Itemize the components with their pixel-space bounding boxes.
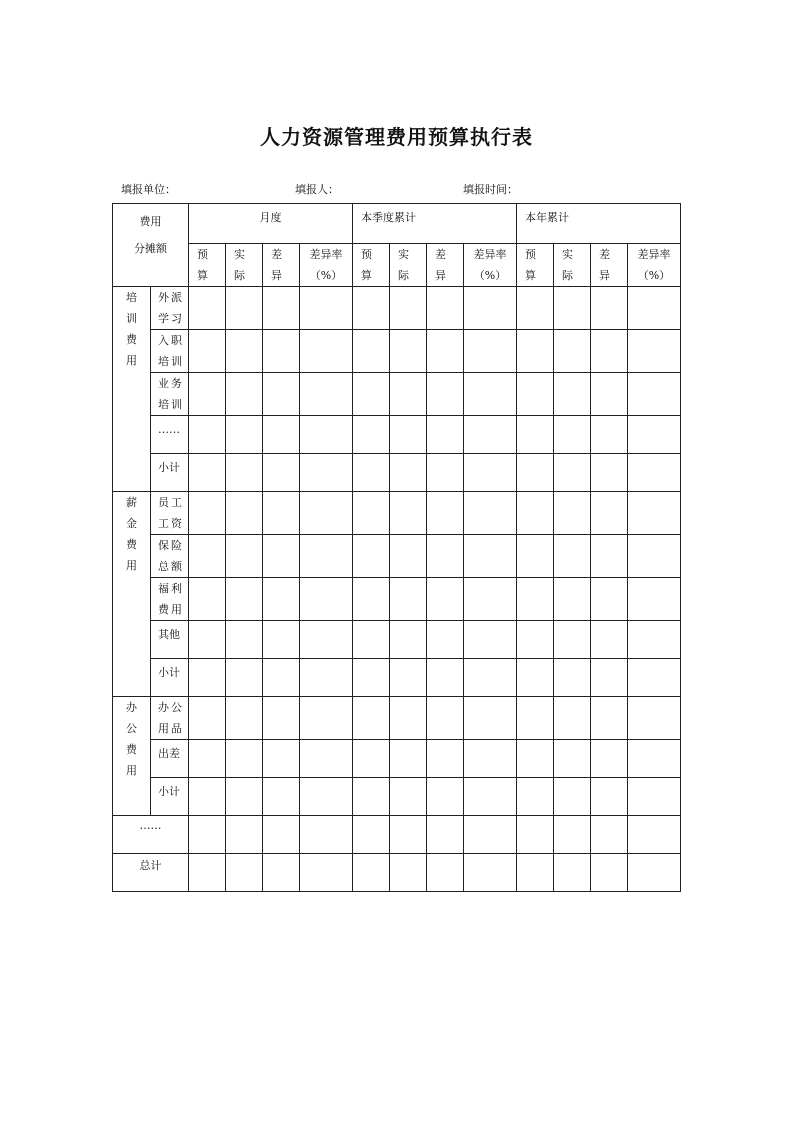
section1-value-cell[interactable] [464, 578, 517, 621]
section0-value-cell[interactable] [464, 454, 517, 492]
section1-value-cell[interactable] [263, 535, 300, 578]
section1-value-cell[interactable] [517, 535, 554, 578]
section0-value-cell[interactable] [628, 287, 681, 330]
section1-value-cell[interactable] [263, 578, 300, 621]
section1-value-cell[interactable] [628, 535, 681, 578]
section0-value-cell[interactable] [353, 454, 390, 492]
table-row [113, 697, 681, 740]
section0-value-cell[interactable] [189, 287, 226, 330]
table-row [113, 621, 681, 659]
section2-value-cell[interactable] [591, 697, 628, 740]
section1-value-cell[interactable] [628, 578, 681, 621]
total-row [113, 854, 681, 892]
row-label-text: 学习 [158, 312, 184, 325]
row-label-cell [151, 578, 189, 621]
sub-header-p0-c1 [226, 244, 263, 287]
table-row [113, 454, 681, 492]
section0-value-cell[interactable] [263, 373, 300, 416]
row-label-text: 小计 [158, 666, 180, 679]
section0-value-cell[interactable] [226, 454, 263, 492]
sub-header-p2-c0 [517, 244, 554, 287]
section1-value-cell[interactable] [226, 492, 263, 535]
section1-value-cell[interactable] [554, 535, 591, 578]
sub-header-text: 预 [197, 248, 208, 261]
section2-value-cell[interactable] [390, 778, 427, 816]
section0-value-cell[interactable] [427, 287, 464, 330]
period-header-quarter: 本季度累计 [353, 204, 517, 244]
row-label-text: 工资 [158, 517, 184, 530]
sub-header-text: 实 [562, 248, 573, 261]
category-char: 办 [126, 701, 137, 714]
section0-value-cell[interactable] [554, 416, 591, 454]
section0-value-cell[interactable] [427, 454, 464, 492]
section1-value-cell[interactable] [390, 659, 427, 697]
budget-execution-table [112, 203, 681, 892]
sub-header-p1-c3 [464, 244, 517, 287]
section1-value-cell[interactable] [628, 621, 681, 659]
row-label-text: 员工 [158, 496, 184, 509]
sub-header-text: 差 [599, 248, 610, 261]
section1-value-cell[interactable] [427, 621, 464, 659]
row-label-cell [151, 535, 189, 578]
section2-value-cell[interactable] [263, 697, 300, 740]
footer1-value-cell[interactable] [353, 854, 390, 892]
row-label-cell [151, 492, 189, 535]
footer1-value-cell[interactable] [554, 854, 591, 892]
corner-line-allocation: 分摊额 [134, 242, 167, 255]
section0-value-cell[interactable] [300, 373, 353, 416]
sub-header-text: 算 [197, 269, 208, 282]
table-row [113, 287, 681, 330]
section0-value-cell[interactable] [300, 416, 353, 454]
section1-value-cell[interactable] [464, 659, 517, 697]
category-char: 用 [126, 764, 137, 777]
row-label-text: 办公 [158, 701, 184, 714]
section0-value-cell[interactable] [353, 373, 390, 416]
section1-value-cell[interactable] [390, 621, 427, 659]
footer1-value-cell[interactable] [628, 854, 681, 892]
section2-value-cell[interactable] [464, 697, 517, 740]
section0-value-cell[interactable] [226, 287, 263, 330]
section1-value-cell[interactable] [427, 659, 464, 697]
sub-header-text: （%） [637, 269, 671, 282]
section1-value-cell[interactable] [517, 659, 554, 697]
section1-value-cell[interactable] [300, 535, 353, 578]
section0-value-cell[interactable] [189, 330, 226, 373]
section0-value-cell[interactable] [427, 330, 464, 373]
sub-header-text: 际 [398, 269, 409, 282]
row-label-cell [151, 697, 189, 740]
footer1-value-cell[interactable] [263, 854, 300, 892]
footer0-value-cell[interactable] [517, 816, 554, 854]
section1-value-cell[interactable] [263, 621, 300, 659]
section2-value-cell[interactable] [390, 697, 427, 740]
section2-value-cell[interactable] [591, 778, 628, 816]
section1-value-cell[interactable] [300, 659, 353, 697]
fill-time-label: 填报时间： [463, 183, 518, 196]
section0-value-cell[interactable] [189, 373, 226, 416]
footer0-value-cell[interactable] [464, 816, 517, 854]
section0-value-cell[interactable] [591, 416, 628, 454]
section2-value-cell[interactable] [353, 778, 390, 816]
category-char: 培 [126, 291, 137, 304]
section1-value-cell[interactable] [517, 578, 554, 621]
section1-value-cell[interactable] [628, 659, 681, 697]
section0-value-cell[interactable] [628, 416, 681, 454]
section0-value-cell[interactable] [390, 454, 427, 492]
section1-value-cell[interactable] [353, 621, 390, 659]
section1-value-cell[interactable] [628, 492, 681, 535]
sub-header-text: 异 [435, 269, 446, 282]
category-char: 公 [126, 722, 137, 735]
section0-value-cell[interactable] [554, 330, 591, 373]
section0-value-cell[interactable] [189, 416, 226, 454]
section2-value-cell[interactable] [427, 740, 464, 778]
section1-value-cell[interactable] [263, 492, 300, 535]
sub-header-text: 异 [599, 269, 610, 282]
section2-value-cell[interactable] [554, 697, 591, 740]
section0-value-cell[interactable] [517, 287, 554, 330]
sub-header-p1-c0 [353, 244, 390, 287]
footer1-value-cell[interactable] [427, 854, 464, 892]
section2-value-cell[interactable] [517, 778, 554, 816]
sub-header-text: 际 [562, 269, 573, 282]
section1-value-cell[interactable] [390, 492, 427, 535]
section2-value-cell[interactable] [263, 778, 300, 816]
sub-header-p2-c1 [554, 244, 591, 287]
footer1-value-cell[interactable] [591, 854, 628, 892]
sub-header-text: 预 [525, 248, 536, 261]
section2-value-cell[interactable] [300, 740, 353, 778]
section2-value-cell[interactable] [390, 740, 427, 778]
row-label-text: 小计 [158, 785, 180, 798]
sub-header-text: 差异率 [309, 248, 343, 261]
section2-value-cell[interactable] [591, 740, 628, 778]
section2-value-cell[interactable] [628, 778, 681, 816]
section2-value-cell[interactable] [263, 740, 300, 778]
section1-value-cell[interactable] [591, 578, 628, 621]
row-label-cell [151, 778, 189, 816]
table-row [113, 330, 681, 373]
category-char: 训 [126, 312, 137, 325]
sub-header-p1-c2 [427, 244, 464, 287]
row-label-text: 培训 [158, 355, 184, 368]
sub-header-text: 差异率 [473, 248, 507, 261]
section1-value-cell[interactable] [353, 578, 390, 621]
sub-header-p0-c2 [263, 244, 300, 287]
category-char: 金 [126, 517, 137, 530]
row-label-text: 外派 [158, 291, 184, 304]
section1-value-cell[interactable] [226, 535, 263, 578]
sub-header-text: 差 [435, 248, 446, 261]
table-row [113, 659, 681, 697]
section0-value-cell[interactable] [554, 373, 591, 416]
section1-value-cell[interactable] [591, 535, 628, 578]
section2-value-cell[interactable] [628, 740, 681, 778]
section0-value-cell[interactable] [263, 287, 300, 330]
section1-value-cell[interactable] [226, 578, 263, 621]
row-label-text: 培训 [158, 398, 184, 411]
row-label-text: 其他 [158, 628, 180, 641]
corner-line-expense: 费用 [139, 215, 162, 228]
row-label-cell [151, 621, 189, 659]
page-title: 人力资源管理费用预算执行表 [260, 125, 533, 149]
section2-value-cell[interactable] [226, 740, 263, 778]
section0-value-cell[interactable] [464, 287, 517, 330]
footer1-value-cell[interactable] [189, 854, 226, 892]
section1-value-cell[interactable] [591, 621, 628, 659]
row-label-cell [151, 373, 189, 416]
sub-header-text: 差 [271, 248, 282, 261]
section0-value-cell[interactable] [226, 373, 263, 416]
section1-value-cell[interactable] [390, 535, 427, 578]
table-row [113, 778, 681, 816]
section0-value-cell[interactable] [464, 416, 517, 454]
footer0-value-cell[interactable] [427, 816, 464, 854]
section0-value-cell[interactable] [464, 373, 517, 416]
section0-value-cell[interactable] [464, 330, 517, 373]
row-label-text: 出差 [158, 747, 180, 760]
sub-header-text: 差异率 [637, 248, 671, 261]
section1-value-cell[interactable] [517, 492, 554, 535]
sub-header-p2-c2 [591, 244, 628, 287]
section2-value-cell[interactable] [517, 697, 554, 740]
section2-value-cell[interactable] [628, 697, 681, 740]
section1-value-cell[interactable] [517, 621, 554, 659]
section0-value-cell[interactable] [628, 373, 681, 416]
row-label-text: 业务 [158, 377, 184, 390]
row-label-text: 保险 [158, 539, 184, 552]
footer1-value-cell[interactable] [300, 854, 353, 892]
sub-header-text: 实 [234, 248, 245, 261]
section2-value-cell[interactable] [226, 778, 263, 816]
sub-header-text: 实 [398, 248, 409, 261]
section1-value-cell[interactable] [464, 621, 517, 659]
sub-header-p1-c1 [390, 244, 427, 287]
row-label-text: 费用 [158, 603, 184, 616]
section1-value-cell[interactable] [226, 659, 263, 697]
section1-value-cell[interactable] [464, 492, 517, 535]
section1-value-cell[interactable] [427, 535, 464, 578]
footer0-value-cell[interactable] [628, 816, 681, 854]
footer0-value-cell[interactable] [554, 816, 591, 854]
footer0-value-cell[interactable] [263, 816, 300, 854]
section1-value-cell[interactable] [427, 578, 464, 621]
row-label-cell [151, 454, 189, 492]
footer0-value-cell[interactable] [226, 816, 263, 854]
section0-value-cell[interactable] [628, 454, 681, 492]
sub-header-p0-c3 [300, 244, 353, 287]
section2-value-cell[interactable] [427, 697, 464, 740]
section0-value-cell[interactable] [263, 330, 300, 373]
section0-value-cell[interactable] [554, 454, 591, 492]
row-label-cell [151, 287, 189, 330]
sub-header-text: 预 [361, 248, 372, 261]
category-char: 薪 [126, 496, 137, 509]
section1-value-cell[interactable] [464, 535, 517, 578]
section1-value-cell[interactable] [300, 492, 353, 535]
section0-value-cell[interactable] [591, 287, 628, 330]
table-row [113, 535, 681, 578]
section0-value-cell[interactable] [591, 454, 628, 492]
category-char: 用 [126, 559, 137, 572]
section0-value-cell[interactable] [427, 416, 464, 454]
sub-header-text: （%） [473, 269, 507, 282]
footer1-value-cell[interactable] [226, 854, 263, 892]
section1-value-cell[interactable] [300, 621, 353, 659]
section1-value-cell[interactable] [591, 492, 628, 535]
section2-value-cell[interactable] [554, 778, 591, 816]
row-label-cell [151, 416, 189, 454]
category-cell [113, 287, 151, 492]
row-label-cell [151, 740, 189, 778]
table-row [113, 416, 681, 454]
footer0-value-cell[interactable] [390, 816, 427, 854]
section0-value-cell[interactable] [300, 287, 353, 330]
table-row [113, 578, 681, 621]
section1-value-cell[interactable] [554, 659, 591, 697]
row-label-text: 总额 [158, 560, 184, 573]
section2-value-cell[interactable] [226, 697, 263, 740]
section1-value-cell[interactable] [300, 578, 353, 621]
row-label-cell [151, 659, 189, 697]
section1-value-cell[interactable] [390, 578, 427, 621]
footer1-value-cell[interactable] [390, 854, 427, 892]
section0-value-cell[interactable] [591, 330, 628, 373]
section0-value-cell[interactable] [390, 287, 427, 330]
footer0-value-cell[interactable] [189, 816, 226, 854]
sub-header-text: 算 [525, 269, 536, 282]
row-label-text: …… [158, 423, 180, 436]
footer0-value-cell[interactable] [300, 816, 353, 854]
footer1-value-cell[interactable] [464, 854, 517, 892]
section1-value-cell[interactable] [554, 578, 591, 621]
table-row [113, 492, 681, 535]
sub-header-text: （%） [309, 269, 343, 282]
section2-value-cell[interactable] [353, 697, 390, 740]
section2-value-cell[interactable] [427, 778, 464, 816]
total-label: 总计 [113, 854, 189, 892]
section0-value-cell[interactable] [554, 287, 591, 330]
section0-value-cell[interactable] [263, 454, 300, 492]
footer1-value-cell[interactable] [517, 854, 554, 892]
section1-value-cell[interactable] [189, 621, 226, 659]
section1-value-cell[interactable] [263, 659, 300, 697]
sub-header-text: 际 [234, 269, 245, 282]
section1-value-cell[interactable] [353, 659, 390, 697]
section0-value-cell[interactable] [390, 330, 427, 373]
section0-value-cell[interactable] [517, 330, 554, 373]
ellipsis-row [113, 816, 681, 854]
sub-header-p2-c3 [628, 244, 681, 287]
fill-person-label: 填报人： [295, 183, 339, 196]
section0-value-cell[interactable] [390, 373, 427, 416]
period-header-year: 本年累计 [517, 204, 681, 244]
footer0-value-cell[interactable] [353, 816, 390, 854]
section0-value-cell[interactable] [353, 416, 390, 454]
ellipsis-label: …… [113, 816, 189, 854]
category-char: 费 [126, 743, 137, 756]
section0-value-cell[interactable] [226, 416, 263, 454]
table-row [113, 373, 681, 416]
category-char: 费 [126, 333, 137, 346]
section1-value-cell[interactable] [554, 621, 591, 659]
section0-value-cell[interactable] [517, 454, 554, 492]
section2-value-cell[interactable] [517, 740, 554, 778]
section2-value-cell[interactable] [353, 740, 390, 778]
section1-value-cell[interactable] [189, 535, 226, 578]
section0-value-cell[interactable] [390, 416, 427, 454]
period-header-monthly: 月度 [189, 204, 353, 244]
section1-value-cell[interactable] [353, 535, 390, 578]
section2-value-cell[interactable] [189, 740, 226, 778]
category-cell [113, 697, 151, 816]
section2-value-cell[interactable] [554, 740, 591, 778]
section2-value-cell[interactable] [464, 740, 517, 778]
row-label-text: 小计 [158, 461, 180, 474]
section1-value-cell[interactable] [353, 492, 390, 535]
section0-value-cell[interactable] [226, 330, 263, 373]
table-row [113, 740, 681, 778]
row-label-text: 入职 [158, 334, 184, 347]
row-label-text: 用品 [158, 722, 184, 735]
section1-value-cell[interactable] [591, 659, 628, 697]
section1-value-cell[interactable] [189, 492, 226, 535]
section0-value-cell[interactable] [591, 373, 628, 416]
section0-value-cell[interactable] [517, 373, 554, 416]
section1-value-cell[interactable] [189, 578, 226, 621]
section0-value-cell[interactable] [353, 330, 390, 373]
section2-value-cell[interactable] [300, 778, 353, 816]
sub-header-text: 算 [361, 269, 372, 282]
category-cell [113, 492, 151, 697]
corner-header-cell [113, 204, 189, 287]
section0-value-cell[interactable] [300, 454, 353, 492]
section0-value-cell[interactable] [263, 416, 300, 454]
footer0-value-cell[interactable] [591, 816, 628, 854]
section2-value-cell[interactable] [464, 778, 517, 816]
section2-value-cell[interactable] [300, 697, 353, 740]
row-label-cell [151, 330, 189, 373]
section1-value-cell[interactable] [427, 492, 464, 535]
section0-value-cell[interactable] [628, 330, 681, 373]
section0-value-cell[interactable] [189, 454, 226, 492]
section0-value-cell[interactable] [517, 416, 554, 454]
section2-value-cell[interactable] [189, 778, 226, 816]
sub-header-p0-c0 [189, 244, 226, 287]
section1-value-cell[interactable] [554, 492, 591, 535]
fill-unit-label: 填报单位： [121, 183, 176, 196]
category-char: 用 [126, 354, 137, 367]
section2-value-cell[interactable] [189, 697, 226, 740]
sub-header-text: 异 [271, 269, 282, 282]
section0-value-cell[interactable] [300, 330, 353, 373]
section1-value-cell[interactable] [226, 621, 263, 659]
section1-value-cell[interactable] [189, 659, 226, 697]
category-char: 费 [126, 538, 137, 551]
section0-value-cell[interactable] [427, 373, 464, 416]
row-label-text: 福利 [158, 582, 184, 595]
section0-value-cell[interactable] [353, 287, 390, 330]
